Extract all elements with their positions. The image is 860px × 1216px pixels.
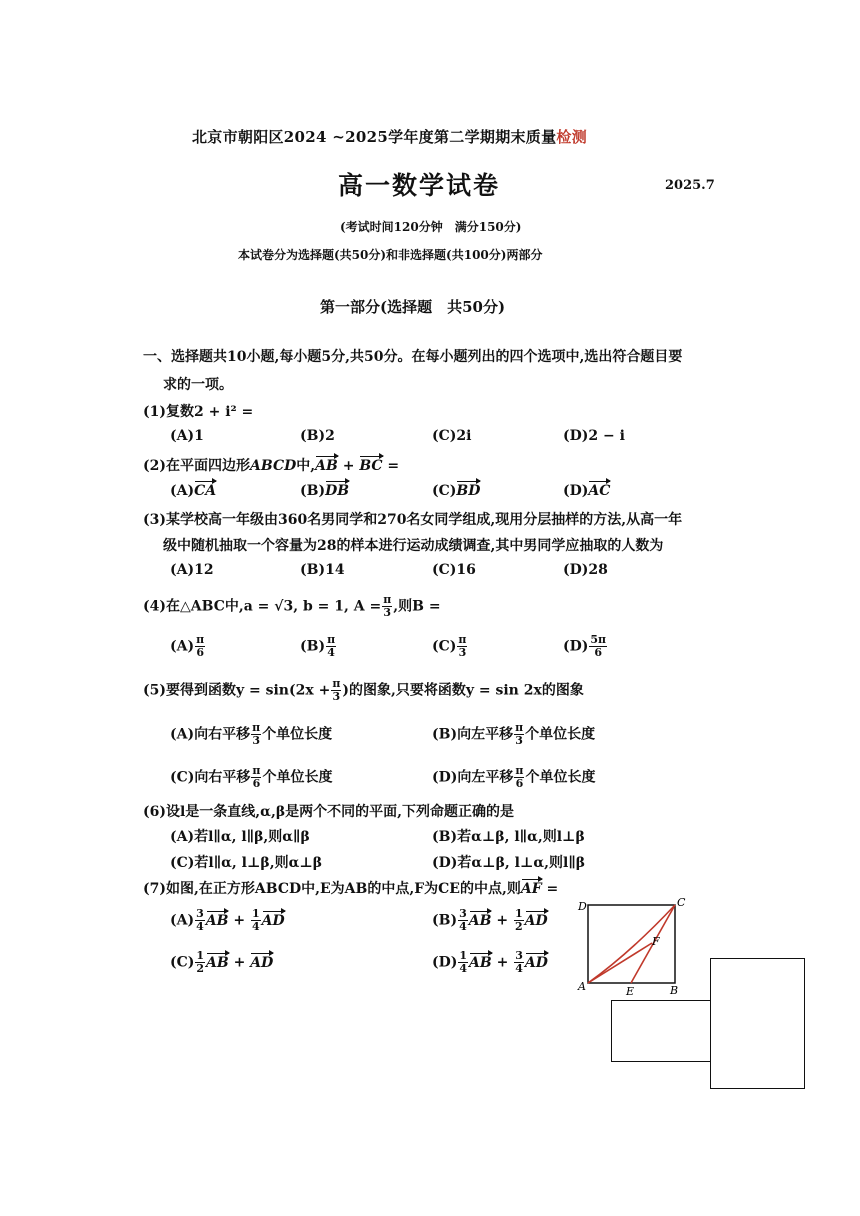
q2-option-a: (A)CA <box>170 483 217 499</box>
q6-option-a: (A)若l∥α, l∥β,则α∥β <box>170 829 310 845</box>
vector-bc: BC <box>359 458 383 474</box>
page-title: 高一数学试卷 <box>338 171 501 200</box>
q5-option-d: (D)向左平移 $\frac{\pi}{6}$ 个单位长度 <box>432 764 596 790</box>
q2-option-b: (B)DB <box>300 483 350 499</box>
section-instructions-line1: 一、选择题共10小题,每小题5分,共50分。在每小题列出的四个选项中,选出符合题目要 <box>143 349 683 365</box>
q2-option-d: (D)AC <box>563 483 611 499</box>
q3-option-b: (B)14 <box>300 562 345 578</box>
q1-stem: (1)复数2 + i² = <box>143 404 254 420</box>
q3-option-c: (C)16 <box>432 562 476 578</box>
q4-option-b: (B) $\frac{\pi}{4}$ <box>300 633 336 659</box>
q5-stem: (5)要得到函数y = sin(2x + $\frac{\pi}{3}$ )的图象,只要将函数y = sin 2x的图象 <box>143 677 584 703</box>
q7-option-d: (D) $\frac{1}{4}$ AB + $\frac{3}{4}$ AD <box>432 949 548 975</box>
square-abcd <box>588 905 675 983</box>
q7-stem: (7)如图,在正方形ABCD中,E为AB的中点,F为CE的中点,则AF = <box>143 881 559 897</box>
part-one-heading: 第一部分(选择题 共50分) <box>320 298 506 316</box>
exam-composition: 本试卷分为选择题(共50分)和非选择题(共100分)两部分 <box>238 248 543 262</box>
q4-stem: (4)在△ABC中,a = √3, b = 1, A = $\frac{\pi}{3}$ ,则B = <box>143 593 441 619</box>
q5-option-a: (A)向右平移 $\frac{\pi}{3}$ 个单位长度 <box>170 721 333 747</box>
q6-stem: (6)设l是一条直线,α,β是两个不同的平面,下列命题正确的是 <box>143 804 514 820</box>
segment-ac-curve <box>588 905 675 983</box>
q5-option-b: (B)向左平移 $\frac{\pi}{3}$ 个单位长度 <box>432 721 596 747</box>
vector-ca: CA <box>194 483 217 499</box>
label-c: C <box>677 896 686 909</box>
q6-option-b: (B)若α⊥β, l∥α,则l⊥β <box>432 829 585 845</box>
blank-box-left <box>611 1000 711 1062</box>
q6-option-d: (D)若α⊥β, l⊥α,则l∥β <box>432 855 586 871</box>
q5-option-c: (C)向右平移 $\frac{\pi}{6}$ 个单位长度 <box>170 764 333 790</box>
label-f: F <box>652 935 660 948</box>
q1-option-d: (D)2 − i <box>563 428 625 444</box>
vector-af: AF <box>520 881 542 897</box>
vector-ab: AB <box>315 458 338 474</box>
q7-option-a: (A) $\frac{3}{4}$ AB + $\frac{1}{4}$ AD <box>170 907 285 933</box>
q1-option-b: (B)2 <box>300 428 335 444</box>
label-d: D <box>578 900 587 913</box>
q4-option-c: (C) $\frac{\pi}{3}$ <box>432 633 467 659</box>
q7-option-c: (C) $\frac{1}{2}$ AB + AD <box>170 949 274 975</box>
label-b: B <box>670 984 679 997</box>
header-red-text: 检测 <box>556 128 587 146</box>
section-instructions-line2: 求的一项。 <box>163 377 233 393</box>
q3-option-a: (A)12 <box>170 562 214 578</box>
label-a: A <box>578 980 586 993</box>
vector-ac: AC <box>588 483 611 499</box>
q3-option-d: (D)28 <box>563 562 608 578</box>
q3-stem-line2: 级中随机抽取一个容量为28的样本进行运动成绩调查,其中男同学应抽取的人数为 <box>163 538 664 554</box>
vector-bd: BD <box>456 483 481 499</box>
q2-stem: (2)在平面四边形ABCD中,AB + BC = <box>143 458 400 474</box>
q3-stem-line1: (3)某学校高一年级由360名男同学和270名女同学组成,现用分层抽样的方法,从高一年 <box>143 512 683 528</box>
q1-option-a: (A)1 <box>170 428 204 444</box>
q7-option-b: (B) $\frac{3}{4}$ AB + $\frac{1}{2}$ AD <box>432 907 548 933</box>
exam-date: 2025.7 <box>665 178 715 193</box>
blank-box-right <box>710 958 805 1089</box>
q4-option-d: (D) $\frac{5\pi}{6}$ <box>563 633 607 659</box>
q6-option-c: (C)若l∥α, l⊥β,则α⊥β <box>170 855 323 871</box>
q4-option-a: (A) $\frac{\pi}{6}$ <box>170 633 205 659</box>
label-e: E <box>626 985 635 998</box>
q1-option-c: (C)2i <box>432 428 472 444</box>
vector-db: DB <box>325 483 350 499</box>
fraction-pi-over-3: $\frac{\pi}{3}$ <box>383 593 392 619</box>
q2-option-c: (C)BD <box>432 483 481 499</box>
square-figure <box>570 893 695 998</box>
exam-header: 北京市朝阳区2024 ~2025学年度第二学期期末质量检测 <box>192 128 587 146</box>
exam-info: (考试时间120分钟 满分150分) <box>340 220 522 234</box>
